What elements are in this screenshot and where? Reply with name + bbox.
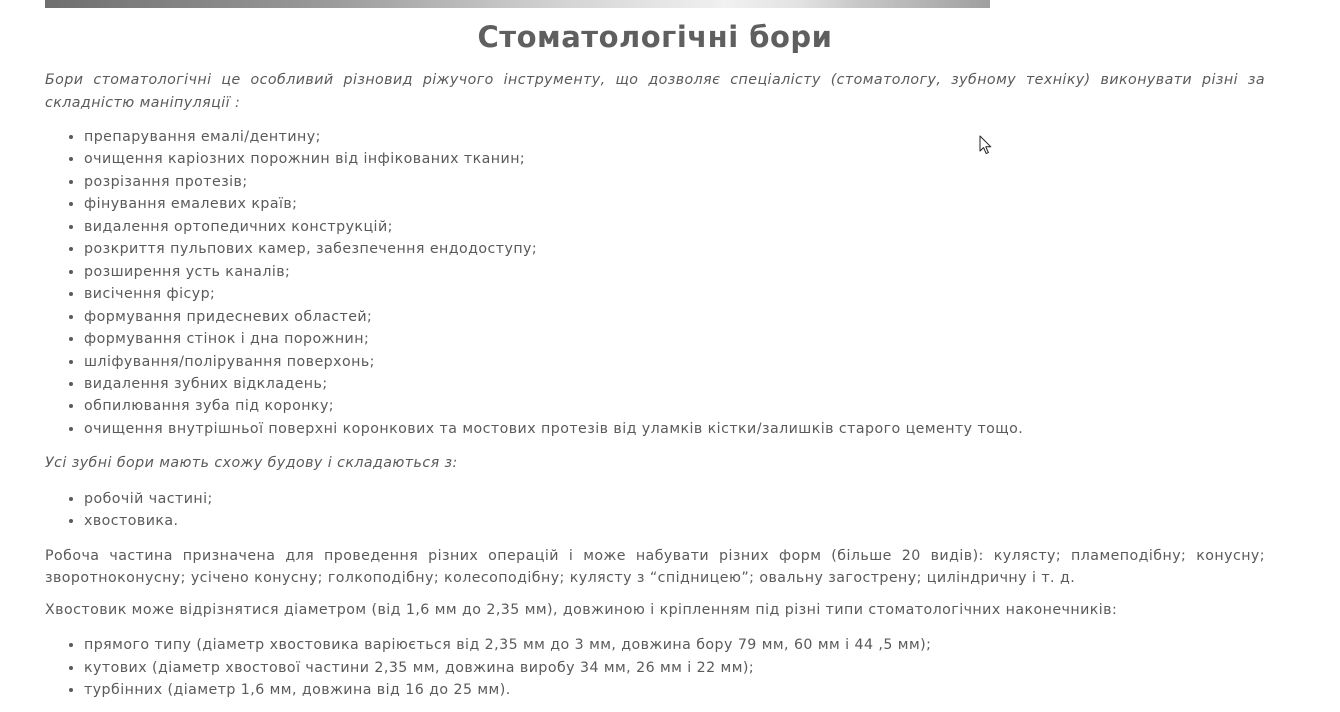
list-item: • розширення усть каналів; xyxy=(84,261,1265,283)
list-item: • прямого типу (діаметр хвостовика варіюється від 2,35 мм до 3 мм, довжина бору 79 мм, 60 мм і 44 ,5 мм); xyxy=(84,634,1265,656)
structure-paragraph: Усі зубні бори мають схожу будову і складаються з: xyxy=(45,455,458,472)
intro-paragraph: Бори стоматологічні це особливий різновид ріжучого інструменту, що дозволяє спеціалісту (стоматологу, зубному техніку) виконувати різні за складністю маніпуляції : xyxy=(45,72,1265,111)
list-item: • турбінних (діаметр 1,6 мм, довжина від 16 до 25 мм). xyxy=(84,679,1265,701)
list-item: • висічення фісур; xyxy=(84,283,1265,305)
list-item: • хвостовика. xyxy=(84,510,1265,532)
operations-list xyxy=(45,126,1265,440)
list-item: • обпилювання зуба під коронку; xyxy=(84,395,1265,417)
list-item: • видалення зубних відкладень; xyxy=(84,373,1265,395)
list-item: • препарування емалі/дентину; xyxy=(84,126,1265,148)
header-image-strip xyxy=(45,0,990,8)
list-item: • формування стінок і дна порожнин; xyxy=(84,328,1265,350)
list-item: • кутових (діаметр хвостової частини 2,35 мм, довжина виробу 34 мм, 26 мм і 22 мм); xyxy=(84,657,1265,679)
shank-types-list xyxy=(45,634,1265,701)
list-item: • очищення каріозних порожнин від інфікованих тканин; xyxy=(84,148,1265,170)
shank-paragraph: Хвостовик може відрізнятися діаметром (від 1,6 мм до 2,35 мм), довжиною і кріпленням під різні типи стоматологічних наконечників: xyxy=(45,601,1118,618)
working-part-paragraph: Робоча частина призначена для проведення різних операцій і може набувати різних форм (більше 20 видів): кулясту; пламеподібну; конусну; зворотноконусну; усічено конусну; голкоподібну; колесоподібну; кулясту з “спідницею”; овальну загострену; циліндричну і т. д. xyxy=(45,547,1265,587)
list-item: • фінування емалевих країв; xyxy=(84,193,1265,215)
page-title: Стоматологічні бори xyxy=(477,20,833,54)
mouse-cursor-icon xyxy=(979,135,993,155)
list-item: • розрізання протезів; xyxy=(84,171,1265,193)
list-item: • формування придесневих областей; xyxy=(84,306,1265,328)
list-item: • видалення ортопедичних конструкцій; xyxy=(84,216,1265,238)
parts-list xyxy=(45,488,1265,533)
list-item: • очищення внутрішньої поверхні коронкових та мостових протезів від уламків кістки/залишків старого цементу тощо. xyxy=(84,418,1265,440)
list-item: • шліфування/полірування поверхонь; xyxy=(84,351,1265,373)
list-item: • розкриття пульпових камер, забезпечення ендодоступу; xyxy=(84,238,1265,260)
article xyxy=(45,16,1265,702)
list-item: • робочій частині; xyxy=(84,488,1265,510)
